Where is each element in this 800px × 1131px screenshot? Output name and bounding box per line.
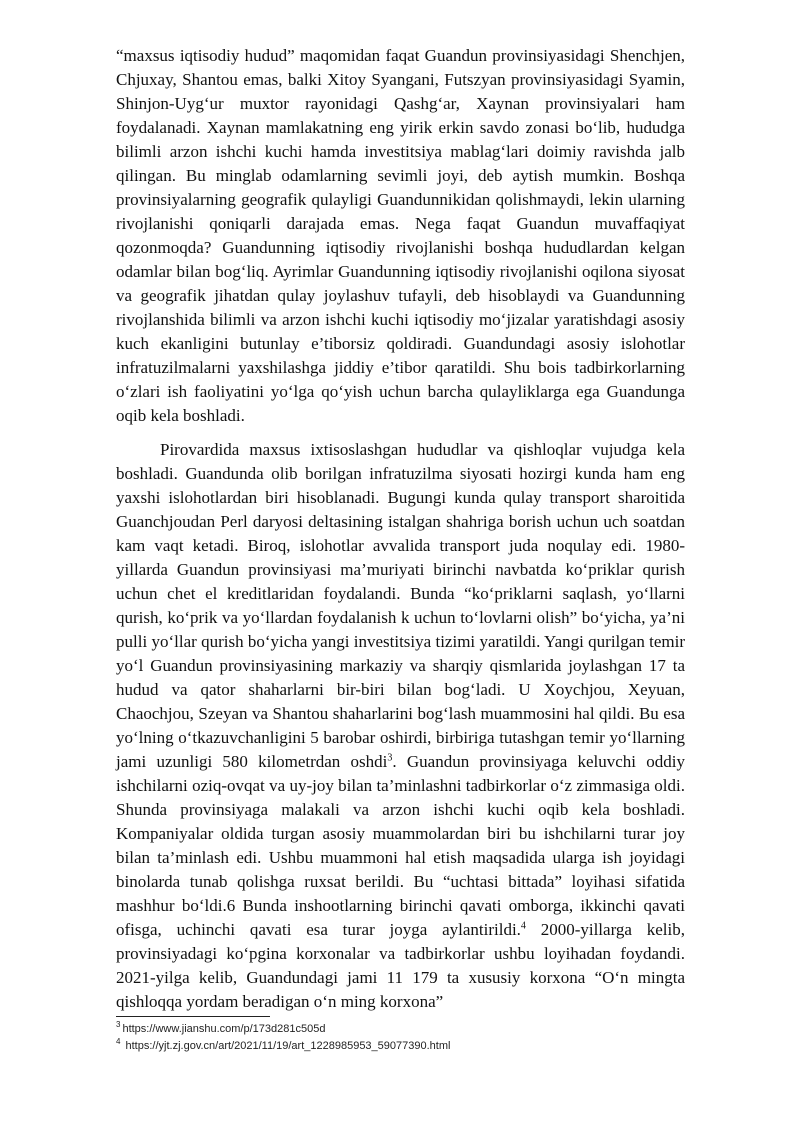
footnote-link[interactable]: https://yjt.zj.gov.cn/art/2021/11/19/art_1228985953_59077390.html <box>122 1040 451 1052</box>
footnote-ref-3: 3 <box>387 752 393 764</box>
paragraph-text: “maxsus iqtisodiy hudud” maqomidan faqat Guandun provinsiyasidagi Shenchjen, Chjuxay, Shantou emas, balki Xitoy Syangani, Futszyan provinsiyasidagi Syamin, Shinjon-Uyg‘ur muxtor rayonidagi Qashg‘ar, Xaynan provinsiyalari ham foydalanadi. Xaynan mamlakatning eng yirik erkin savdo zonasi bo‘lib, hududga bilimli arzon ishchi kuchi hamda investitsiya mablag‘lari doimiy ravishda jalb qilingan. Bu minglab odamlarning sevimli joyi, deb aytish mumkin. Boshqa provinsiyalarning geografik qulayligi Guandunnikidan qolishmaydi, lekin ularning rivojlanishi qoniqarli darajada emas. Nega faqat Guandun muvaffaqiyat qozonmoqda? Guandunning iqtisodiy rivojlanishi boshqa hududlardan kelgan odamlar bilan bog‘liq. Ayrimlar Guandunning iqtisodiy rivojlanishi oqilona siyosat va geografik jihatdan qulay joylashuv tufayli, deb hisoblaydi va Guandunning rivojlanshida bilimli va arzon ishchi kuchi iqtisodiy mo‘jizalar yaratishdagi asosiy kuch ekanligini butunlay e’tiborsiz qoldiradi. Guandundagi asosiy islohotlar infratuzilmalarni yaxshilashga jiddiy e’tibor qaratildi. Shu bois tadbirkorlarning o‘zlari ish faoliyatini yo‘lga qo‘yish uchun barcha qulayliklarga ega Guandunga oqib kela boshladi. <box>116 46 685 425</box>
footnote-separator <box>116 1016 270 1017</box>
footnote-3 <box>116 1021 685 1038</box>
footnote-4 <box>116 1038 685 1055</box>
paragraph-text: . Guandun provinsiyaga keluvchi oddiy ishchilarni oziq-ovqat va uy-joy bilan ta’minlashni tadbirkorlar o‘z zimmasiga oldi. Shunda provinsiyaga malakali va arzon ishchi kuchi oqib kela boshladi. Kompaniyalar oldida turgan asosiy muammolardan biri bu ishchilarni turar joy bilan ta’minlash edi. Ushbu muammoni hal etish maqsadida ularga ish joyidagi binolarda tunab qolishga ruxsat berildi. Bu “uchtasi bittada” loyihasi sifatida mashhur bo‘ldi.6 Bunda inshootlarning birinchi qavati omborga, ikkinchi qavati ofisga, uchinchi qavati esa turar joyga aylantirildi. <box>116 752 685 939</box>
paragraph-1 <box>116 44 685 428</box>
body-text <box>116 44 685 1014</box>
footnote-mark: 4 <box>116 1037 121 1047</box>
footnotes <box>116 1021 685 1055</box>
paragraph-2 <box>116 438 685 1014</box>
footnote-ref-4: 4 <box>520 920 526 932</box>
paragraph-text: Pirovardida maxsus ixtisoslashgan hududlar va qishloqlar vujudga kela boshladi. Guandunda olib borilgan infratuzilma siyosati hozirgi kunda ham eng yaxshi islohotlardan biri hisoblanadi. Bugungi kunda qulay transport sharoitida Guanchjoudan Perl daryosi deltasining istalgan shahriga borish uchun uch soatdan kam vaqt ketadi. Biroq, islohotlar avvalida transport juda noqulay edi. 1980-yillarda Guandun provinsiyasi ma’muriyati birinchi navbatda ko‘priklar qurish uchun chet el kreditlaridan foydalandi. Bunda “ko‘priklarni saqlash, yo‘llarni qurish, ko‘prik va yo‘llardan foydalanish k uchun to‘lovlarni olish” bo‘yicha, ya’ni pulli yo‘llar qurish bo‘yicha yangi investitsiya tizimi yaratildi. Yangi qurilgan temir yo‘l Guandun provinsiyasining markaziy va sharqiy qismlarida joylashgan 17 ta hudud va qator shaharlarni bir-biri bilan bog‘ladi. U Xoychjou, Xeyuan, Chaochjou, Szeyan va Shantou shaharlarini bog‘lash muammosini hal qildi. Bu esa yo‘lning o‘tkazuvchanligini 5 barobar oshirdi, birbiriga tutashgan temir yo‘llarning jami uzunligi 580 kilometrdan oshdi <box>116 440 685 771</box>
footnote-mark: 3 <box>116 1020 121 1030</box>
paragraph-text: 2000-yillarga kelib, provinsiyadagi ko‘pgina korxonalar va tadbirkorlar ushbu loyihadan foydandi. 2021-yilga kelib, Guandundagi jami 11 179 ta xususiy korxona “O‘n mingta qishloqqa yordam beradigan o‘n ming korxona” <box>116 920 685 1011</box>
footnote-link[interactable]: https://www.jianshu.com/p/173d281c505d <box>122 1023 326 1035</box>
